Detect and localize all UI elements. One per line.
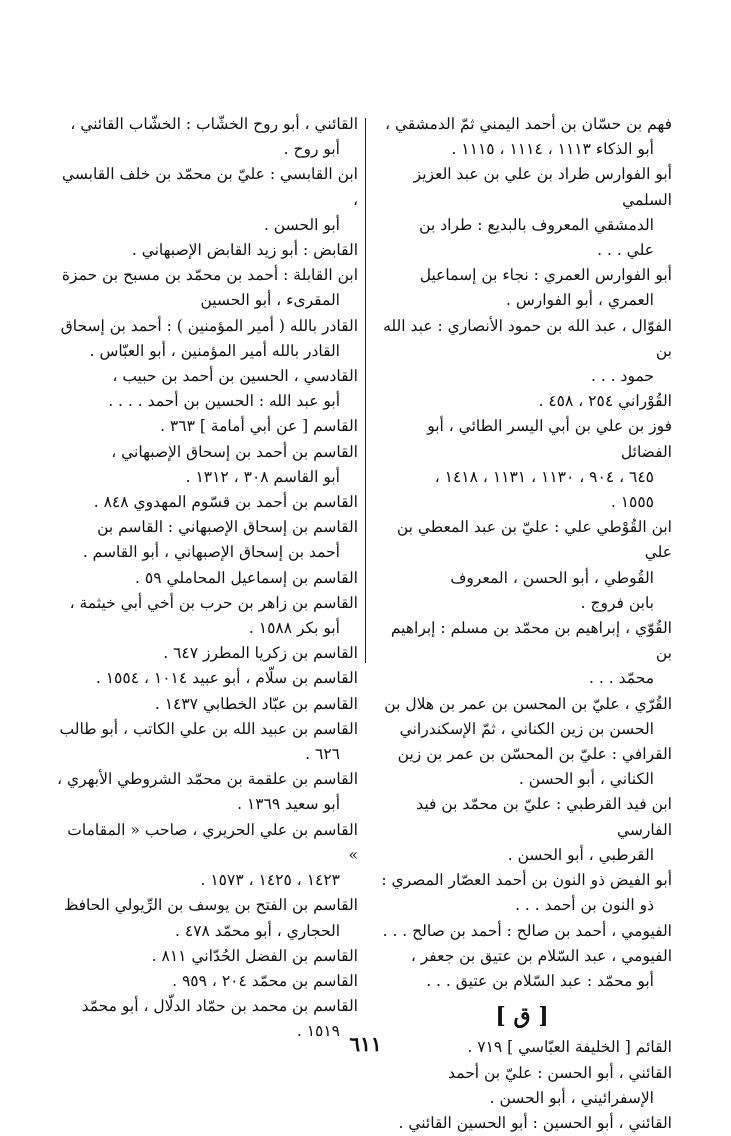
entry-line: القاسم بن زاهر بن حرب بن أخي أبي خيثمة ، [69,593,358,612]
index-entry [55,666,358,691]
entry-line: القاسم بن أحمد بن إسحاق الإصبهاني ، [111,442,358,461]
entry-continuation: المقرىء ، أبو الحسين [200,291,340,310]
entry-continuation: أبو الحسن . [263,215,340,234]
entry-line: ابن القُوْطي علي : عليّ بن عبد المعطي بن علي [396,518,672,562]
index-entry [55,641,358,666]
index-entry [372,414,672,515]
index-entry [55,818,358,894]
index-entry [372,389,672,414]
entry-line: القاسم بن عبّاد الخطابي ١٤٣٧ . [154,694,358,713]
entry-continuation: بابن فروج . [580,593,654,612]
index-entry [55,490,358,515]
index-entry [372,792,672,868]
entry-continuation: ٦٤٥ ، ٩٠٤ ، ١١٣٠ ، ١١٣١ ، ١٤١٨ ، [434,467,654,486]
entry-continuation: العمري ، أبو الفوارس . [505,291,654,310]
entry-continuation: أبو بكر ١٥٨٨ . [248,619,340,638]
entry-line: أبو الفوارس العمري : نجاء بن إسماعيل [419,266,672,285]
entry-line: القاسم بن الفتح بن يوسف بن الرِّيولي الحافظ [63,896,358,915]
entry-continuation: أبو الذكاء ١١١٣ ، ١١١٤ ، ١١١٥ . [451,140,654,159]
index-entry [372,162,672,263]
entry-line: القاسم بن علي الحريري ، صاحب « المقامات » [67,820,358,864]
entry-line: القادسي ، الحسين بن أحمد بن حبيب ، [112,367,358,386]
entry-line: ابن فيد القرطبي : عليّ بن محمّد بن فيد الفارسي [416,795,672,839]
index-entry [55,238,358,263]
entry-line: القادر بالله ( أمير المؤمنين ) : أحمد بن إسحاق [60,316,358,335]
entry-continuation: ذو النون بن أحمد . . . [515,896,654,915]
entry-line: ابن القابسي : عليّ بن محمّد بن خلف القابسي ، [61,165,358,209]
entry-line: القاسم بن إسماعيل المحاملي ٥٩ . [135,568,358,587]
entry-continuation: القُوطي ، أبو الحسن ، المعروف [450,568,654,587]
index-entry [55,112,358,162]
index-entry [372,692,672,742]
index-entry [55,717,358,767]
right-column [372,112,672,1136]
index-entry [55,314,358,364]
index-entry [55,767,358,817]
index-entry [55,944,358,969]
entry-line: ابن القابلة : أحمد بن محمّد بن مسبح بن حمزة [61,266,358,285]
index-entry [55,364,358,414]
index-entry [372,1111,672,1136]
index-entry [372,919,672,944]
entry-line: أبو الفيض ذو النون بن أحمد العصّار المصري : [381,871,672,890]
entry-line: القاسم بن محمد بن حمّاد الدلّال ، أبو محمّد [81,997,358,1016]
entry-continuation: الحسن بن زين الكناني ، ثمّ الإسكندراني [399,719,654,738]
entry-line: فوز بن علي بن أبي اليسر الطائي ، أبو الفضائل [427,417,672,461]
left-column [55,112,358,1045]
entry-continuation: أبو محمّد : عبد السّلام بن عتيق . . . [426,971,654,990]
entry-line: القائني ، أبو الحسين : أبو الحسين القائني . [398,1113,672,1132]
index-entry [372,263,672,313]
column-divider [365,118,366,663]
index-entry [372,515,672,616]
entry-continuation: أبو روح . [283,140,340,159]
entry-line: القاسم بن سلّام ، أبو عبيد ١٠١٤ ، ١٥٥٤ . [95,669,358,688]
entry-continuation: أبو القاسم ٣٠٨ ، ١٣١٢ . [185,467,340,486]
entry-line: القائني ، أبو الحسن : عليّ بن أحمد [448,1063,672,1082]
entry-continuation: القادر بالله أمير المؤمنين ، أبو العبّاس . [89,341,340,360]
page-number: ٦١١ [349,1032,382,1056]
index-entry [55,566,358,591]
entry-continuation: أحمد بن إسحاق الإصبهاني ، أبو القاسم . [82,543,340,562]
entry-continuation: ١٤٢٣ ، ١٤٢٥ ، ١٥٧٣ . [200,871,340,890]
entry-line: القابض : أبو زيد القابض الإصبهاني . [131,241,358,260]
entry-continuation: الإسفرائيني ، أبو الحسن . [489,1088,654,1107]
entry-continuation: ١٥٥٥ . [610,493,654,512]
entry-line: الفيومي ، أحمد بن صالح : أحمد بن صالح . . . [382,921,672,940]
entry-line: القُوْراني ٢٥٤ ، ٤٥٨ . [538,392,672,411]
entry-line: أبو الفوارس طراد بن علي بن عبد العزيز السلمي [413,165,672,209]
index-entry [55,515,358,565]
entry-line: القاسم بن علقمة بن محمّد الشروطي الأبهري ، [57,770,358,789]
index-entry [55,414,358,439]
entry-line: القاسم بن الفضل الحُدّاني ٨١١ . [151,946,358,965]
index-entry [372,112,672,162]
entry-line: الفوّال ، عبد الله بن حمود الأنصاري : عبد الله بن [383,316,672,360]
entry-line: القرافي : عليّ بن المحسّن بن عمر بن زين [397,745,672,764]
entry-line: القاسم بن عبيد الله بن علي الكاتب ، أبو طالب [59,719,358,738]
entry-line: القائم [ الخليفة العبّاسي ] ٧١٩ . [467,1038,672,1057]
index-entry [55,969,358,994]
index-entry [55,893,358,943]
entry-continuation: ٦٢٦ . [305,745,340,764]
entry-line: القاسم [ عن أبي أمامة ] ٣٦٣ . [160,417,358,436]
index-entry [372,868,672,918]
index-entry [55,162,358,238]
index-entry [372,742,672,792]
entry-continuation: القرطبي ، أبو الحسن . [507,845,654,864]
entry-line: القاسم بن محمّد ٢٠٤ ، ٩٥٩ . [172,971,358,990]
index-entry [55,263,358,313]
entry-continuation: الكناني ، أبو الحسن . [518,770,654,789]
entry-line: القُوّي ، إبراهيم بن محمّد بن مسلم : إبراهيم بن [390,619,672,663]
entry-line: الفيومي ، عبد السّلام بن عتيق بن جعفر ، [410,946,672,965]
index-entry [55,591,358,641]
entry-continuation: محمّد . . . [589,669,654,688]
entry-line: القاسم بن إسحاق الإصبهاني : القاسم بن [97,518,358,537]
index-entry [372,314,672,390]
entry-continuation: أبو عبد الله : الحسين بن أحمد . . . . [108,392,340,411]
entry-continuation: علي . . . [597,241,654,260]
index-entry [372,1061,672,1111]
entry-continuation: ١٥١٩ . [296,1022,340,1041]
entry-line: القُرّي ، عليّ بن المحسن بن عمر بن هلال بن [384,694,672,713]
entry-continuation: أبو سعيد ١٣٦٩ . [237,795,340,814]
entry-line: فهم بن حسّان بن أحمد اليمني ثمّ الدمشقي ، [385,115,672,133]
index-entry [55,440,358,490]
index-entry [55,692,358,717]
entry-continuation: الدمشقي المعروف بالبديع : طراد بن [419,215,654,234]
entry-continuation: الحجاري ، أبو محمّد ٤٧٨ . [175,921,340,940]
entry-line: القاسم بن زكريا المطرز ٦٤٧ . [163,644,358,663]
index-entry [372,616,672,692]
entry-continuation: حمود . . . [590,367,654,386]
section-heading: [ ق ] [495,1003,549,1030]
entry-line: القاسم بن أحمد بن قسّوم المهدوي ٨٤٨ . [93,493,358,512]
entry-line: القائني ، أبو روح الخشّاب : الخشّاب القائني ، [70,115,358,133]
index-entry [372,944,672,994]
